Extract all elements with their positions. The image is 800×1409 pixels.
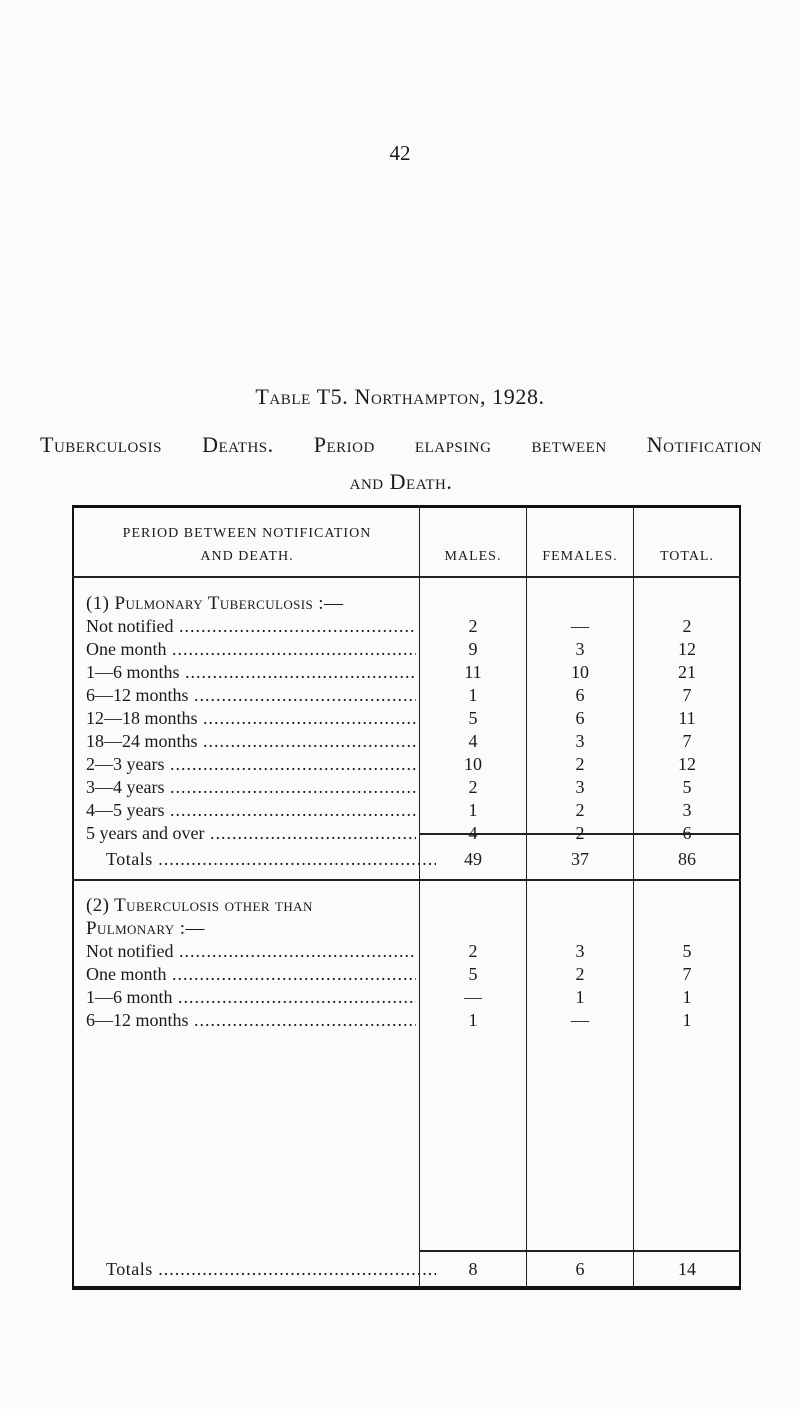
row-label: 3—4 years ..... — [86, 776, 416, 799]
males-cell: 1 — [468, 1010, 478, 1030]
header-period-line-1: PERIOD BETWEEN NOTIFICATION — [122, 526, 372, 541]
total-cell: 7 — [682, 685, 692, 705]
females-cell: — — [571, 616, 589, 636]
table-row — [74, 661, 741, 684]
table-row — [74, 776, 741, 799]
row-label: One month ..... — [86, 963, 416, 986]
table-row — [74, 940, 741, 963]
table-row — [74, 799, 741, 822]
males-cell: 2 — [468, 616, 478, 636]
females-cell: 6 — [575, 708, 585, 728]
males-cell: 11 — [464, 662, 482, 682]
row-label: 12—18 months ..... — [86, 707, 416, 730]
table-row — [74, 638, 741, 661]
females-cell: 2 — [575, 754, 585, 774]
row-label: 2—3 years ..... — [86, 753, 416, 776]
row-label: One month ..... — [86, 638, 416, 661]
table-row — [74, 986, 741, 1009]
table-row — [74, 730, 741, 753]
females-cell: 10 — [571, 662, 589, 682]
females-cell: 3 — [575, 639, 585, 659]
females-cell: — — [571, 1010, 589, 1030]
females-cell: 2 — [575, 823, 585, 843]
males-total: 8 — [468, 1259, 478, 1279]
males-cell: 4 — [468, 823, 478, 843]
total-cell: 12 — [678, 754, 696, 774]
header-males: MALES. — [444, 549, 502, 564]
total-cell: 1 — [682, 1010, 692, 1030]
total-cell: 7 — [682, 964, 692, 984]
females-cell: 2 — [575, 964, 585, 984]
females-total: 37 — [571, 849, 589, 869]
table-bottom-border — [72, 1286, 741, 1290]
males-cell: 1 — [468, 800, 478, 820]
males-cell: — — [464, 987, 482, 1007]
females-cell: 3 — [575, 777, 585, 797]
males-total: 49 — [464, 849, 482, 869]
table-subtitle — [40, 426, 762, 500]
totals-row — [74, 1258, 741, 1281]
males-cell: 9 — [468, 639, 478, 659]
grand-total: 86 — [678, 849, 696, 869]
females-cell: 6 — [575, 685, 585, 705]
row-label: 5 years and over ..... — [86, 822, 416, 845]
row-label: 6—12 months ..... — [86, 1009, 416, 1032]
header-females: FEMALES. — [542, 549, 618, 564]
table-row — [74, 963, 741, 986]
total-cell: 2 — [682, 616, 692, 636]
females-cell: 3 — [575, 731, 585, 751]
table-row — [74, 753, 741, 776]
table-title: Table T5. Northampton, 1928. — [255, 384, 545, 409]
table-top-border — [72, 505, 741, 508]
females-cell: 3 — [575, 941, 585, 961]
total-cell: 11 — [678, 708, 696, 728]
table-row — [74, 822, 741, 845]
females-cell: 2 — [575, 800, 585, 820]
page-number: 42 — [389, 141, 411, 165]
males-cell: 4 — [468, 731, 478, 751]
table-row — [74, 615, 741, 638]
males-cell: 5 — [468, 964, 478, 984]
males-cell: 2 — [468, 777, 478, 797]
males-cell: 10 — [464, 754, 482, 774]
total-cell: 12 — [678, 639, 696, 659]
table-row — [74, 684, 741, 707]
row-label: 18—24 months ..... — [86, 730, 416, 753]
total-cell: 6 — [682, 823, 692, 843]
section-heading: (2) Tuberculosis other than — [86, 895, 313, 916]
males-cell: 2 — [468, 941, 478, 961]
totals-row — [74, 848, 741, 871]
table-row — [74, 1009, 741, 1032]
total-cell: 5 — [682, 777, 692, 797]
row-label: 1—6 months ..... — [86, 661, 416, 684]
total-cell: 1 — [682, 987, 692, 1007]
section-heading: (1) Pulmonary Tuberculosis :— — [86, 593, 344, 614]
grand-total: 14 — [678, 1259, 696, 1279]
females-cell: 1 — [575, 987, 585, 1007]
row-label: 1—6 month ..... — [86, 986, 416, 1009]
header-total: TOTAL. — [659, 549, 714, 564]
row-label: Not notified ..... — [86, 615, 416, 638]
row-label: 4—5 years ..... — [86, 799, 416, 822]
subtotal-rule — [419, 1250, 741, 1252]
males-cell: 5 — [468, 708, 478, 728]
section-rule — [72, 879, 741, 881]
header-rule — [72, 576, 741, 578]
section-heading-continued: Pulmonary :— — [86, 918, 205, 939]
females-total: 6 — [575, 1259, 585, 1279]
total-cell: 21 — [678, 662, 696, 682]
table-row — [74, 707, 741, 730]
header-period-line-2: AND DEATH. — [200, 549, 294, 564]
total-cell: 3 — [682, 800, 692, 820]
males-cell: 1 — [468, 685, 478, 705]
total-cell: 5 — [682, 941, 692, 961]
subtitle-line-2: and Death. — [349, 469, 453, 494]
row-label: Not notified ..... — [86, 940, 416, 963]
header-period — [74, 522, 420, 568]
totals-label: Totals ..... — [106, 848, 436, 871]
subtitle-line-1: Tuberculosis Deaths. Period elapsing between Notification — [40, 432, 762, 457]
total-cell: 7 — [682, 731, 692, 751]
totals-label: Totals ..... — [106, 1258, 436, 1281]
row-label: 6—12 months ..... — [86, 684, 416, 707]
